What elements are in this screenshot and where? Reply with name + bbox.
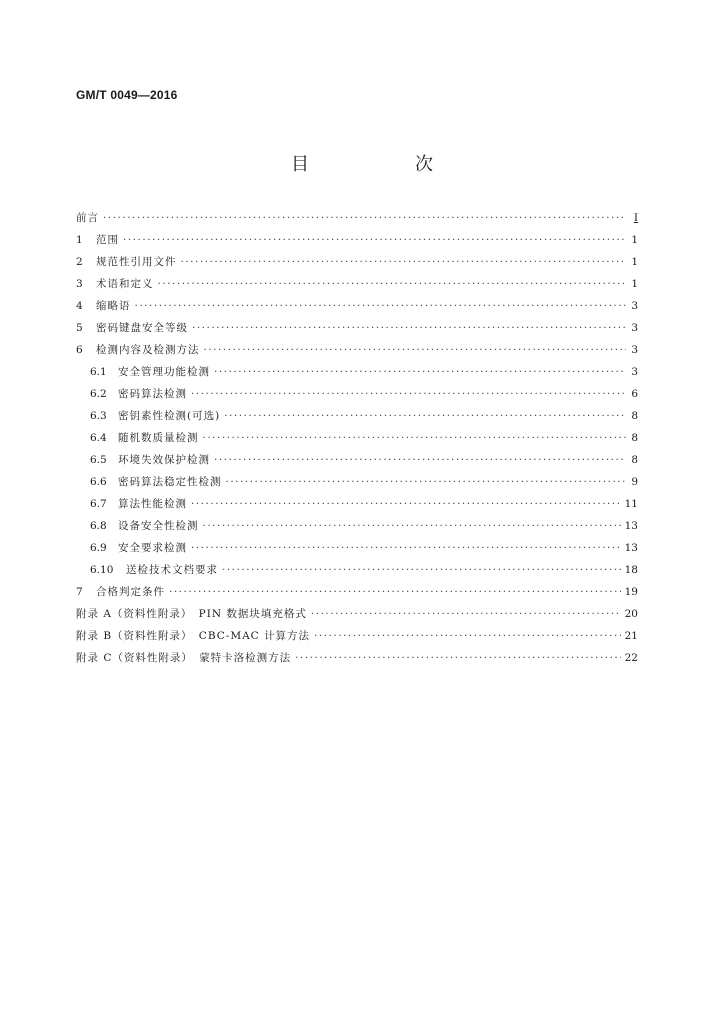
toc-entry-label: 附录 C（资料性附录） 蒙特卡洛检测方法 — [76, 652, 292, 664]
toc-entry-page: 1 — [631, 256, 638, 268]
toc-entry-label: 设备安全性检测 — [118, 520, 199, 532]
toc-entry-page: 3 — [631, 366, 638, 378]
toc-entry-page: 20 — [624, 608, 638, 620]
dot-leader — [203, 515, 621, 537]
dot-leader — [181, 251, 627, 273]
toc-entry-label: 附录 A（资料性附录） PIN 数据块填充格式 — [76, 608, 307, 620]
toc-entry-page: 22 — [624, 652, 638, 664]
toc-entry-page: 13 — [624, 542, 638, 554]
toc-entry-number: 6.8 — [90, 520, 107, 532]
toc-entry-label: 合格判定条件 — [96, 586, 165, 598]
toc-entry-page: 13 — [624, 520, 638, 532]
dot-leader — [214, 361, 626, 383]
toc-entry-label: 密钥素性检测(可选) — [118, 410, 221, 422]
toc-entry-page: 3 — [631, 344, 638, 356]
dot-leader — [191, 383, 626, 405]
toc-entry-label: 附录 B（资料性附录） CBC-MAC 计算方法 — [76, 630, 311, 642]
toc-entry-6-6[interactable] — [76, 471, 638, 493]
toc-entry-page: 1 — [631, 278, 638, 290]
toc-entry-abbreviations[interactable] — [76, 295, 638, 317]
toc-entry-page: 19 — [624, 586, 638, 598]
toc-entry-number: 6.2 — [90, 388, 107, 400]
toc-entry-number: 6.1 — [90, 366, 107, 378]
toc-entry-page: 8 — [631, 454, 638, 466]
toc-entry-6-3[interactable] — [76, 405, 638, 427]
toc-entry-label: 检测内容及检测方法 — [96, 344, 200, 356]
toc-entry-number: 6.4 — [90, 432, 107, 444]
dot-leader — [123, 229, 626, 251]
toc-entry-6-10[interactable] — [76, 559, 638, 581]
dot-leader — [311, 603, 621, 625]
toc-entry-annex-a[interactable] — [76, 603, 638, 625]
toc-entry-page: 1 — [631, 234, 638, 246]
dot-leader — [204, 339, 627, 361]
toc-entry-label: 送检技术文档要求 — [126, 564, 218, 576]
toc-entry-label: 术语和定义 — [96, 278, 154, 290]
toc-entry-label: 缩略语 — [96, 300, 131, 312]
toc-entry-page: 8 — [631, 410, 638, 422]
toc-entry-terms[interactable] — [76, 273, 638, 295]
toc-entry-page: 3 — [631, 322, 638, 334]
toc-entry-number: 4 — [76, 300, 83, 312]
dot-leader — [192, 317, 626, 339]
toc-entry-foreword[interactable] — [76, 207, 638, 229]
toc-entry-label: 算法性能检测 — [118, 498, 187, 510]
toc-entry-number: 6.5 — [90, 454, 107, 466]
dot-leader — [314, 625, 621, 647]
toc-entry-label: 密码键盘安全等级 — [96, 322, 188, 334]
dot-leader — [203, 427, 627, 449]
toc-entry-6-1[interactable] — [76, 361, 638, 383]
dot-leader — [226, 471, 627, 493]
toc-entry-number: 6.7 — [90, 498, 107, 510]
dot-leader — [103, 207, 626, 229]
toc-entry-number: 6.3 — [90, 410, 107, 422]
toc-entry-6-7[interactable] — [76, 493, 638, 515]
dot-leader — [169, 581, 621, 603]
toc-entry-label: 安全要求检测 — [118, 542, 187, 554]
toc-entry-page: 11 — [624, 498, 638, 510]
dot-leader — [158, 273, 627, 295]
toc-entry-6-4[interactable] — [76, 427, 638, 449]
dot-leader — [295, 647, 621, 669]
toc-entry-annex-c[interactable] — [76, 647, 638, 669]
dot-leader — [135, 295, 627, 317]
toc-entry-number: 6.10 — [90, 564, 114, 576]
toc-entry-6-9[interactable] — [76, 537, 638, 559]
toc-entry-annex-b[interactable] — [76, 625, 638, 647]
toc-entry-page: 9 — [631, 476, 638, 488]
toc-entry-number: 5 — [76, 322, 83, 334]
toc-title: 目 次 — [291, 154, 477, 175]
dot-leader — [214, 449, 626, 471]
toc-entry-normative-references[interactable] — [76, 251, 638, 273]
toc-entry-page: 8 — [631, 432, 638, 444]
toc-entry-number: 6.6 — [90, 476, 107, 488]
dot-leader — [191, 493, 621, 515]
toc-entry-label: 随机数质量检测 — [118, 432, 199, 444]
standard-code: GM/T 0049—2016 — [76, 88, 178, 102]
toc-entry-page: 21 — [624, 630, 638, 642]
toc-entry-number: 1 — [76, 234, 83, 246]
toc-entry-label: 规范性引用文件 — [96, 256, 177, 268]
toc-entry-6-5[interactable] — [76, 449, 638, 471]
toc-entry-label: 前言 — [76, 212, 99, 224]
toc-entry-label: 密码算法稳定性检测 — [118, 476, 222, 488]
toc-entry-page: Ⅰ — [633, 212, 638, 224]
toc-entry-conformance[interactable] — [76, 581, 638, 603]
toc-entry-number: 7 — [76, 586, 83, 598]
toc-entry-label: 安全管理功能检测 — [118, 366, 210, 378]
dot-leader — [224, 405, 626, 427]
toc-entry-6-2[interactable] — [76, 383, 638, 405]
toc-entry-security-levels[interactable] — [76, 317, 638, 339]
toc-entry-number: 2 — [76, 256, 83, 268]
toc-entry-6-8[interactable] — [76, 515, 638, 537]
toc-entry-scope[interactable] — [76, 229, 638, 251]
toc-entry-page: 3 — [631, 300, 638, 312]
toc-entry-test-methods[interactable] — [76, 339, 638, 361]
dot-leader — [191, 537, 621, 559]
table-of-contents — [76, 207, 638, 669]
toc-entry-number: 6 — [76, 344, 83, 356]
toc-entry-label: 密码算法检测 — [118, 388, 187, 400]
toc-entry-number: 6.9 — [90, 542, 107, 554]
toc-entry-page: 6 — [631, 388, 638, 400]
toc-entry-number: 3 — [76, 278, 83, 290]
dot-leader — [222, 559, 621, 581]
toc-entry-page: 18 — [624, 564, 638, 576]
toc-entry-label: 范围 — [96, 234, 119, 246]
toc-entry-label: 环境失效保护检测 — [118, 454, 210, 466]
